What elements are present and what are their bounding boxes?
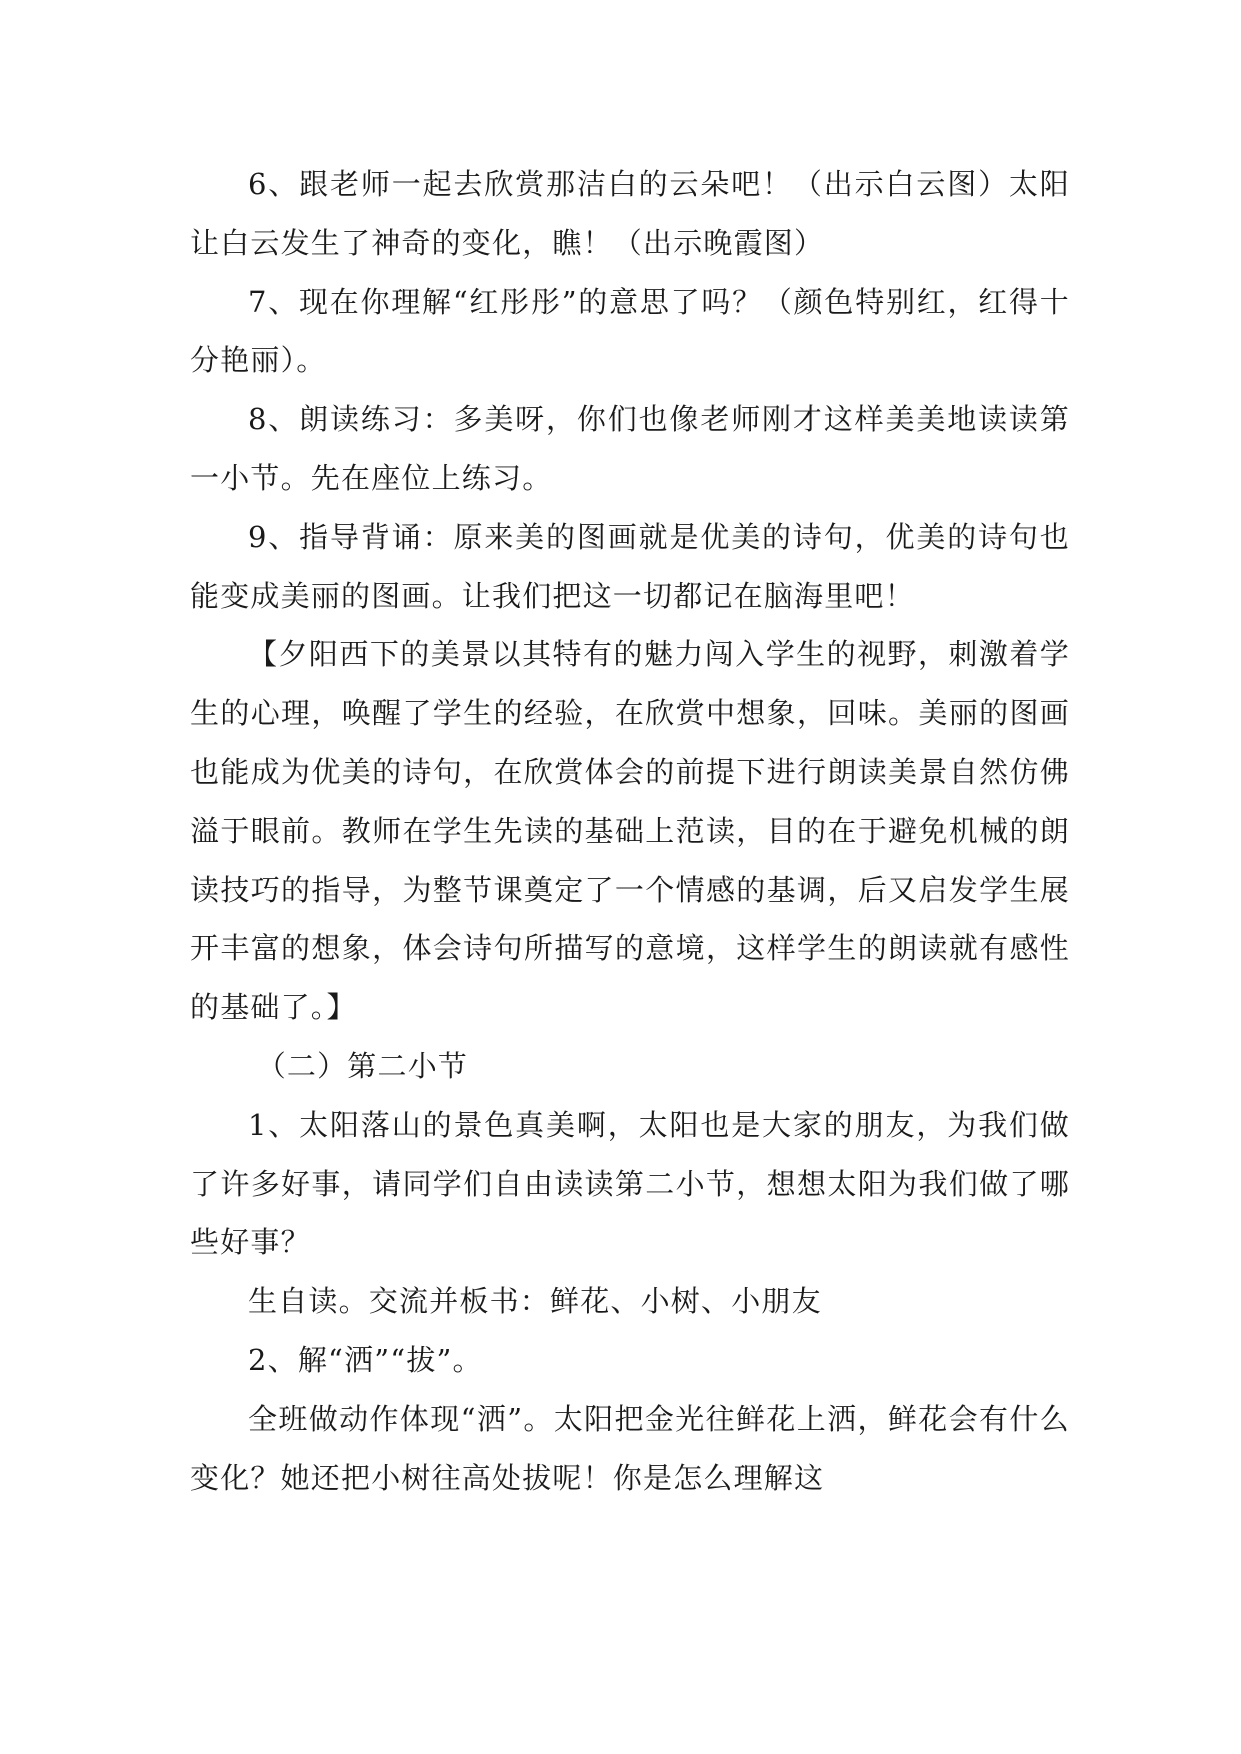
body-text bbox=[190, 155, 1070, 1507]
paragraph-student-reading: 生自读。交流并板书：鲜花、小树、小朋友 bbox=[248, 1284, 822, 1319]
paragraph-step-7: 7、现在你理解“红彤彤”的意思了吗？（颜色特别红，红得十分艳丽）。 bbox=[190, 284, 1070, 378]
paragraph-step-6: 6、跟老师一起去欣赏那洁白的云朵吧！（出示白云图）太阳让白云发生了神奇的变化，瞧！（出示晚霞图） bbox=[190, 167, 1070, 260]
paragraph-section2-step-2: 2、解“洒”“拔”。 bbox=[248, 1342, 483, 1377]
paragraph-class-action: 全班做动作体现“洒”。太阳把金光往鲜花上洒，鲜花会有什么变化？她还把小树往高处拔呢！你是怎么理解这 bbox=[190, 1401, 1070, 1495]
paragraph-step-9: 9、指导背诵：原来美的图画就是优美的诗句，优美的诗句也能变成美丽的图画。让我们把这一切都记在脑海里吧！ bbox=[190, 519, 1070, 613]
paragraph-section2-step-1: 1、太阳落山的景色真美啊，太阳也是大家的朋友，为我们做了许多好事，请同学们自由读读第二小节，想想太阳为我们做了哪些好事？ bbox=[190, 1107, 1070, 1260]
paragraph-step-8: 8、朗读练习：多美呀，你们也像老师刚才这样美美地读读第一小节。先在座位上练习。 bbox=[190, 402, 1070, 495]
section-heading-second: （二）第二小节 bbox=[256, 1048, 469, 1083]
paragraph-commentary: 【夕阳西下的美景以其特有的魅力闯入学生的视野，刺激着学生的心理，唤醒了学生的经验，在欣赏中想象，回味。美丽的图画也能成为优美的诗句，在欣赏体会的前提下进行朗读美景自然仿佛溢于眼前。教师在学生先读的基础上范读，目的在于避免机械的朗读技巧的指导，为整节课奠定了一个情感的基调，后又启发学生展开丰富的想象，体会诗句所描写的意境，这样学生的朗读就有感性的基础了。】 bbox=[190, 637, 1070, 1025]
